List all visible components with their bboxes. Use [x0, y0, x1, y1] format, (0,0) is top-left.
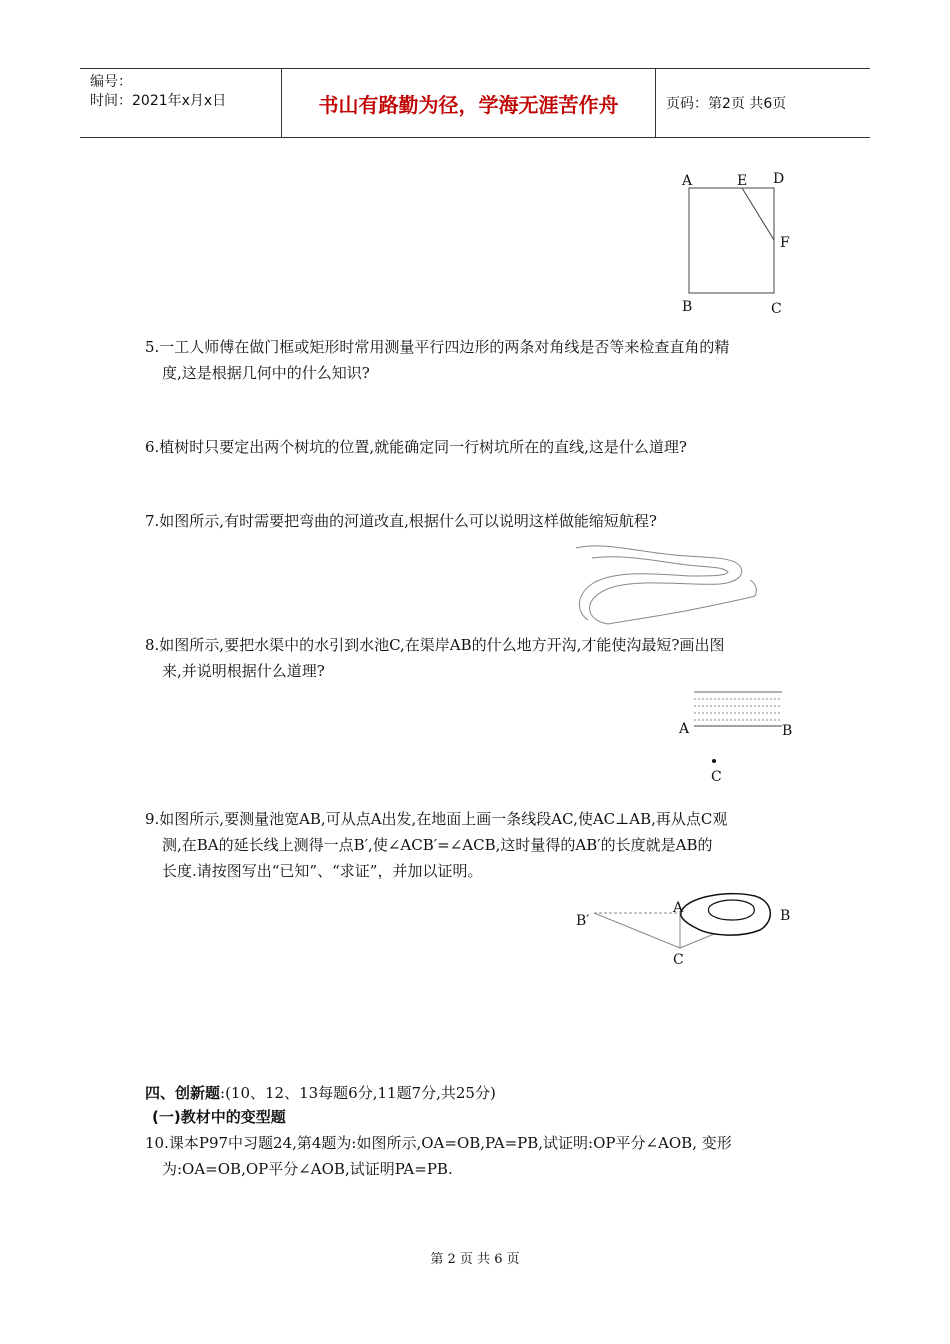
section-4-title: 四、创新题	[145, 1084, 221, 1102]
question-9-line-2: 测,在BA的延长线上测得一点B′,使∠ACB′=∠ACB,这时量得的AB′的长度就是AB的	[162, 836, 713, 854]
question-10-line-1: 10.课本P97中习题24,第4题为:如图所示,OA=OB,PA=PB,试证明:OP平分∠AOB, 变形	[145, 1134, 732, 1152]
square-figure	[670, 165, 800, 325]
line-b-prime-c	[594, 913, 680, 948]
question-10	[145, 1130, 815, 1182]
label-e: E	[737, 173, 748, 189]
question-5-line-2: 度,这是根据几何中的什么知识?	[162, 364, 370, 382]
number-label: 编号：	[90, 74, 132, 90]
label-d: D	[773, 171, 785, 187]
river-bank-inner	[579, 557, 728, 620]
question-9-line-3: 长度.请按图写出“已知”、“求证”，并加以证明。	[162, 862, 483, 880]
header-page-info: 页码：第2页 共6页	[666, 96, 787, 112]
question-7	[145, 508, 815, 534]
header-meta	[80, 69, 282, 137]
river-bank-lower	[608, 580, 756, 624]
pond-figure	[570, 888, 800, 972]
label-a: A	[682, 173, 693, 189]
square-abcd	[689, 188, 774, 293]
label-b: B	[780, 908, 791, 924]
question-5	[145, 334, 815, 386]
question-9-line-1: 9.如图所示,要测量池宽AB,可从点A出发,在地面上画一条线段AC,使AC⊥AB,再从点C观	[145, 810, 728, 828]
label-a: A	[679, 721, 690, 737]
date-line: 时间：2021年x月x日	[90, 93, 227, 109]
question-5-line-1: 5.一工人师傅在做门框或矩形时常用测量平行四边形的两条对角线是否等来检查直角的精	[145, 338, 730, 356]
label-c: C	[771, 301, 782, 317]
point-c	[712, 759, 716, 763]
section-4-heading	[145, 1082, 496, 1104]
label-c: C	[673, 952, 684, 968]
question-6	[145, 434, 815, 460]
label-b: B	[682, 299, 693, 315]
question-7-line-1: 7.如图所示,有时需要把弯曲的河道改直,根据什么可以说明这样做能缩短航程?	[145, 512, 657, 530]
page-footer: 第 2 页 共 6 页	[430, 1252, 520, 1267]
header-motto: 书山有路勤为径，学海无涯苦作舟	[282, 69, 656, 137]
question-8-line-2: 来,并说明根据什么道理?	[162, 662, 325, 680]
question-8	[145, 632, 815, 684]
question-10-line-2: 为:OA=OB,OP平分∠AOB,试证明PA=PB.	[162, 1160, 453, 1178]
page-header	[80, 68, 870, 138]
question-9	[145, 806, 815, 884]
subsection-1-heading: (一)教材中的变型题	[152, 1108, 286, 1126]
river-figure	[570, 540, 770, 630]
label-f: F	[780, 235, 790, 251]
question-8-line-1: 8.如图所示,要把水渠中的水引到水池C,在渠岸AB的什么地方开沟,才能使沟最短?画出图	[145, 636, 725, 654]
label-b-prime: B′	[576, 913, 590, 929]
label-b: B	[782, 723, 793, 739]
label-c: C	[711, 769, 722, 785]
question-6-line-1: 6.植树时只要定出两个树坑的位置,就能确定同一行树坑所在的直线,这是什么道理?	[145, 438, 687, 456]
label-a: A	[673, 900, 684, 916]
segment-ef	[742, 188, 774, 240]
section-4-note: :(10、12、13每题6分,11题7分,共25分)	[220, 1084, 496, 1102]
canal-figure	[670, 682, 800, 792]
